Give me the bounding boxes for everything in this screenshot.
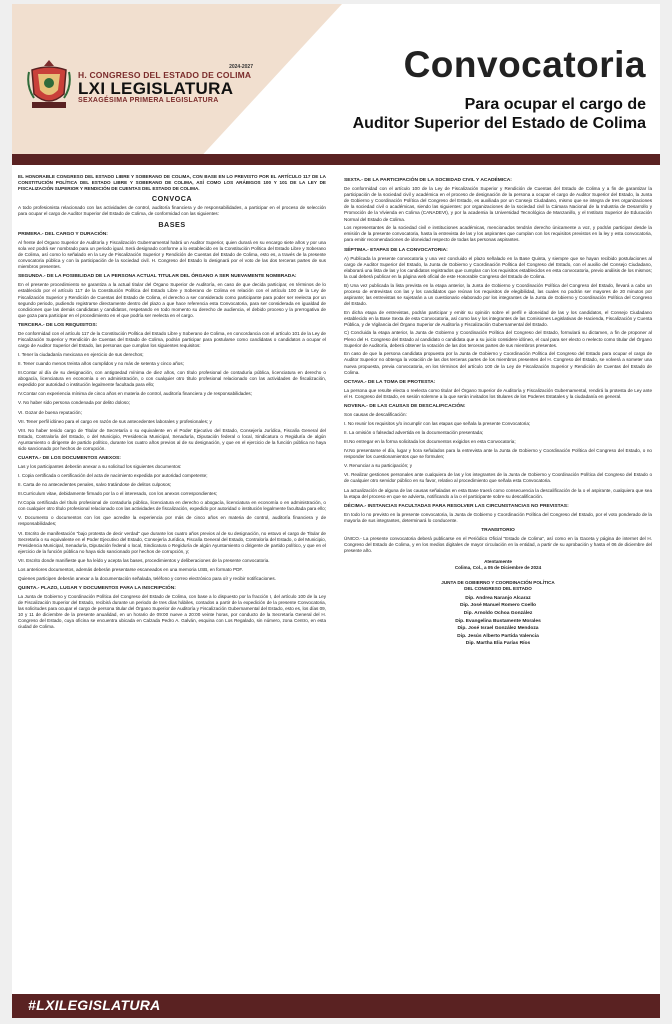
list-item: V. No haber sido persona condenada por delito doloso;: [18, 400, 130, 406]
sexta-heading: SEXTA.- DE LA PARTICIPACIÓN DE LA SOCIEDAD CIVIL Y ACADÉMICA:: [344, 178, 512, 183]
list-item: III.Curriculum vitae, debidamente firmado por la o el interesado, con los anexos correspondientes;: [18, 491, 218, 497]
list-item: III.No entregar en la forma solicitada los documentos exigidos en esta Convocatoria;: [344, 438, 516, 444]
list-item: VI. Realizar gestiones personales ante cualquiera de las y los integrantes de la Junta de Gobierno y Coordinación Política del Congreso del Estado o de cualquier otro servidor público en su favor, relativo al procedimiento que señala esta Convocatoria.: [344, 472, 652, 484]
page-subtitle: [353, 95, 646, 133]
octava-heading: OCTAVA.- DE LA TOMA DE PROTESTA:: [344, 379, 436, 385]
list-item: VII. Tener perfil idóneo para el cargo en razón de sus antecedentes laborales y profesionales; y: [18, 418, 212, 424]
decima-heading: DÉCIMA.- INSTANCIAS FACULTADAS PARA RESOLVER LAS CIRCUNSTANCIAS NO PREVISTAS:: [344, 503, 569, 509]
decima-text: En todo lo no previsto en la presente convocatoria, la Junta de Gobierno y Coordinación Política del Congreso del Estado, por el voto ponderado de la mayoría de sus integrantes, determinará lo conducente.: [344, 511, 652, 523]
intro-paragraph: EL HONORABLE CONGRESO DEL ESTADO LIBRE Y SOBERANO DE COLIMA, CON BASE EN LO PREVISTO POR EL ARTÍCULO 117 DE LA CONSTITUCIÓN POLÍTICA DEL ESTADO LIBRE Y SOBERANO DE COLIMA, ASÍ COMO LOS ARÁBIGOS 100 Y 101 DE LA LEY DE FISCALIZACIÓN SUPERIOR Y RENDICIÓN DE CUENTAS DEL ESTADO DE COLIMA.: [18, 174, 326, 192]
septima-a: A) Publicada la presente convocatoria y una vez concluido el plazo señalado en la Base Quinta, y siempre que se hayan recibido postulaciones al cargo de Auditor Superior del Estado, la Junta de Gobierno y Coordinación Política del Congreso del Estado, con el auxilio del Consejo Ciudadano, elaborará una lista de las y los candidatos registrados que cumplan con los requisitos establecidos en esta convocatoria, previo análisis de los mismos; la cual deberá publicar en la página web oficial de este Honorable Congreso del Estado de Colima.: [344, 255, 652, 279]
list-item: III.Contar al día de su designación, con antigüedad mínima de diez años, con título profesional de contaduría pública, licenciatura en derecho o abogacía, licenciatura en economía o en administración, o con cualquier otro título profesional relacionado con las actividades de fiscalización, expedido por autoridad o institución legalmente facultada para ello;: [18, 370, 326, 388]
list-item: VI. Escrito de manifestación "bajo protesta de decir verdad" que durante los cuatro años previos al de su designación, no estuvo el cargo de Titular de Secretaría o su equivalente en el Poder Ejecutivo del Estado, Consejería Jurídica, Fiscalía General del Estado, Contraloría del Estado, o del Municipio, Presidencia Municipal, Senaduría, Diputación federal o local, Sindicatura o Regiduría de algún Ayuntamiento o dirigente de partido político, y que en el ejercicio de la función pública no haya sido sancionado por hechos de corrupción, y;: [18, 530, 326, 554]
signatory: Dip. Arnoldo Ochoa González: [463, 610, 533, 616]
septima-b: B) Una vez publicada la lista prevista en la etapa anterior, la Junta de Gobierno y Coordinación Política del Congreso del Estado, llevará a cabo un proceso de entrevistas con las y los candidatos que reúnan los requisitos de elegibilidad, las cuales no podrán ser mayores de 20 minutos por aspirante; las entrevistas se sujetarán a un cuestionario elaborado por los integrantes de la Junta de Gobierno y Coordinación Política del Congreso del Estado.: [344, 282, 652, 306]
sexta-text-1: De conformidad con el artículo 100 de la Ley de Fiscalización Superior y Rendición de Cuentas del Estado de Colima y a fin de garantizar la participación de la sociedad civil y académica en el proceso de designación de la persona a ocupar el cargo de Auditor Superior del Estado, la Junta de Gobierno y Coordinación Política del Congreso del Estado, es auxiliada por un Consejo Ciudadano, mismo que se integra de tres organizaciones de la sociedad civil o académicas, siendo las siguientes: por organizaciones de la sociedad civil la Cámara Nacional de la Industria de Desarrollo y Promoción de la Vivienda en Colima (CANADEVI), y por la academia la Universidad Tecnológica de Manzanillo, y el Instituto Superior de Educación Normal del Estado de Colima.: [344, 186, 652, 222]
list-item: VII. Escrito donde manifieste que ha leído y acepta las bases, procedimientos y deliberaciones de la presente convocatoria.: [18, 557, 270, 563]
transitorio-text: ÚNICO.- La presente convocatoria deberá publicarse en el Periódico Oficial "Estado de Colima", así como en la Gaceta y página de internet del H. Congreso del Estado de Colima, y en los medios digitales de mayor circulación en la entidad, a partir de su aprobación y hasta el 06 de diciembre del presente año.: [344, 536, 652, 554]
convoca-text: A todo profesionista relacionado con las actividades de control, auditoría financiera y de responsabilidades, a participar en el proceso de selección para ocupar el cargo de Auditor Superior del Estado de Colima, de conformidad con las siguientes:: [18, 205, 326, 217]
tercera-text: De conformidad con el artículo 117 de la Constitución Política del Estado Libre y Soberano de Colima, en concordancia con el artículo 101 de la Ley de Fiscalización Superior y Rendición de Cuentas del Estado de Colima, podrán participar para postularse como candidatas o candidatos a ocupar el cargo de Auditor Superior del Estado, las personas que cumplan los siguientes requisitos:: [18, 330, 326, 349]
convoca-heading: CONVOCA: [151, 194, 193, 204]
list-item: I. Tener la ciudadanía mexicana en ejercicio de sus derechos;: [18, 351, 144, 357]
subtitle-line-1: Para ocupar el cargo de: [464, 96, 646, 113]
novena-text: Son causas de descalificación:: [344, 412, 407, 418]
list-item: I. No reunir los requisitos y/o incumplir con las etapas que señala la presente Convocatoria;: [344, 420, 531, 426]
cuarta-note-2: Quienes participen deberán anexar a la documentación señalada, teléfono y correo electrónico para oír y recibir notificaciones.: [18, 575, 276, 581]
signatory: Dip. Jesús Alberto Partida Valencia: [457, 633, 539, 639]
congress-name: H. CONGRESO DEL ESTADO DE COLIMA: [78, 70, 252, 80]
footer-bar: [12, 994, 660, 1018]
header-divider: [12, 154, 660, 165]
subtitle-line-2: Auditor Superior del Estado de Colima: [352, 115, 646, 132]
list-item: I. Copia certificada o certificación del acta de nacimiento expedida por autoridad competente;: [18, 472, 208, 478]
quinta-text: La Junta de Gobierno y Coordinación Política del Congreso del Estado de Colima, con base a lo dispuesto por la fracción I, del artículo 100 de la Ley de Fiscalización Superior del Estado, recibirá durante un periodo de tres días hábiles, contados a partir de la expedición de la presente Convocatoria, las solicitudes para ocupar el cargo de persona titular del Órgano Superior de Auditoría y Fiscalización Gubernamental del Estado, esto es, los días 09, 10 y 11 de diciembre de la presente anualidad, en un horario de 09:00 nueve a 20:00 veinte horas, por conducto de la Secretaría General del H. Congreso del Estado, cuya oficina se encuentra ubicada en Calzada Pedro A. Galván, esquina con Los Regalado, sin número, zona Centro, en esta ciudad de Colima.: [18, 593, 326, 630]
sexta-text-2: Los representantes de la sociedad civil e instituciones académicas, mencionados tendrán derecho únicamente a voz, y podrán participar desde la emisión de la presente convocatoria, hasta la entrevista de las y los aspirantes que cumplan con los requisitos previstos en la ley y esta convocatoria, para emitir recomendaciones de idoneidad respecto de todas las personas aspirantes.: [344, 225, 652, 243]
signatories-list: [344, 596, 652, 648]
signatory: Dip. Martha Elia Farías Ríos: [465, 641, 531, 647]
primera-heading: PRIMERA.- DEL CARGO Y DURACIÓN:: [18, 231, 108, 237]
legislature-name: LXI LEGISLATURA: [78, 79, 234, 98]
logo-text: [78, 64, 288, 104]
list-item: IV.Contar con experiencia mínima de cinco años en materia de control, auditoría financiera y de responsabilidades;: [18, 391, 252, 397]
legislature-term: 2024-2027: [229, 64, 253, 70]
poster: [12, 4, 660, 1018]
septima-b2: En dicha etapa de entrevistas, podrán participar y emitir su opinión sobre el perfil e idoneidad de las y los candidatos, el Consejo Ciudadano establecido en la Base Sexta de esta Convocatoria, así como las y los integrantes de las Comisiones Legislativas de Hacienda, Fiscalización y Cuenta Pública, y de Vigilancia del Órgano Superior de Auditoría y Fiscalización Gubernamental del Estado.: [344, 309, 652, 327]
cuarta-text: Las y los participantes deberán anexar a su solicitud los siguientes documentos:: [18, 464, 182, 470]
segunda-text: En el presente procedimiento se garantiza a la actual titular del Órgano Superior de Auditoría, en caso de que decida participar, en términos de lo establecido por el artículo 117 de la Constitución Política del Estado Libre y Soberano de Colima en relación con el artículo 100 de la Ley de Fiscalización Superior y Rendición de Cuentas del Estado de Colima, el derecho a ser considerado como participante para poder ser reelecta por un segundo periodo, pudiendo registrarse directamente dentro del plazo a que hace referencia esta Convocatoria, para ser considerada en igualdad de condiciones que las demás candidatas y candidatos, respetando en todo momento su derecho de audiencia, el debido proceso y la prerrogativa de que goza para participar en el procedimiento en el que podría ser reelecta en el cargo.: [18, 282, 326, 318]
junta-heading: [344, 580, 652, 592]
left-column: [18, 174, 326, 633]
tercera-heading: TERCERA.- DE LOS REQUISITOS:: [18, 322, 98, 328]
list-item: II. Tener cuando menos treinta años cumplidos y no más de setenta y cinco años;: [18, 360, 184, 366]
septima-c: C) Concluida la etapa anterior, la Junta de Gobierno y Coordinación Política del Congreso del Estado, formulará su dictamen, a fin de proponer al Pleno del H. Congreso del Estado al candidato o candidata que a su juicio considere idóneo, el cual para ser electo o reelecto como titular del Órgano Superior de Auditoría, deberá obtener la votación de las dos terceras partes de sus miembros presentes.: [344, 330, 652, 348]
right-column: [344, 174, 652, 649]
junta-line-2: DEL CONGRESO DEL ESTADO: [464, 585, 532, 591]
place-date: Colima, Col., a 05 de Diciembre de 2024: [454, 565, 542, 571]
quinta-heading: QUINTA.- PLAZO, LUGAR Y DOCUMENTOS PARA LA INSCRIPCIÓN:: [18, 585, 176, 591]
state-seal-icon: [26, 58, 72, 110]
list-item: IV.No presentarse el día, lugar y hora señalados para la entrevista ante la Junta de Gobierno y Coordinación Política del Congreso del Estado, o no responder los cuestionamientos que se formulen;: [344, 448, 652, 460]
novena-heading: NOVENA.- DE LAS CAUSAS DE DESCALIFICACIÓN:: [344, 403, 466, 409]
septima-c2: En caso de que la persona candidata propuesta por la Junta de Gobierno y Coordinación Política del Congreso del Estado para ocupar el cargo de Auditor Superior no obtenga la votación de las dos terceras partes de los miembros presentes del H. Congreso del Estado, se volverá a someter una nueva propuesta, previa convocatoria, en los términos del artículo 100 de la Ley de Fiscalización Superior y Rendición de Cuentas del Estado de Colima.: [344, 351, 652, 375]
list-item: II. La omisión o falsedad advertida en la documentación presentada;: [344, 429, 484, 435]
cuarta-note-1: Los anteriores documentos, además deberán presentarse escaneados en una memoria USB, en formato PDF.: [18, 566, 243, 572]
novena-note: La actualización de alguna de las causas señaladas en esta Base traerá como consecuencia la descalificación de la o el aspirante, cualquiera que sea la etapa del proceso en que se advierta, notificando a la o el participante sobre su descalificación.: [344, 487, 652, 499]
list-item: VI. Gozar de buena reputación;: [18, 409, 82, 415]
primera-text: Al frente del Órgano Superior de Auditoría y Fiscalización Gubernamental habrá un Auditor Superior, quien durará en su encargo siete años y por una sola vez podrá ser nombrado para un periodo igual. Será designado conforme a lo establecido en la Constitución Política del Estado Libre y Soberano de Colima, así como lo señalado en la Ley de Fiscalización Superior y Rendición de Cuentas del Estado de Colima, esto es, a través de la presente convocatoria pública y con la participación de la sociedad civil. H. Congreso del Estado lo designará por el voto de las dos terceras partes de sus miembros presentes.: [18, 239, 326, 270]
page-title: Convocatoria: [403, 44, 646, 85]
signatory: Dip. José Manuel Romero Coello: [459, 603, 537, 609]
list-item: VIII. No haber tenido cargo de Titular de Secretaría o su equivalente en el Poder Ejecutivo del Estado, Consejería Jurídica, Fiscalía General del Estado, Contraloría del Estado, o del Municipio, Presidencia Municipal, Senaduría, Diputación federal o local, Sindicatura o Regiduría de algún Ayuntamiento o dirigente de partido político, durante los cuatro años previos al de su designación, y que en el ejercicio de la función pública no haya sido sancionado por hechos de corrupción.: [18, 427, 326, 451]
list-item: II. Carta de no antecedentes penales, salvo tratándose de delitos culposos;: [18, 481, 172, 487]
signatory: Dip. José Israel González Mendoza: [457, 626, 539, 632]
segunda-heading: SEGUNDA.- DE LA POSIBILIDAD DE LA PERSONA ACTUAL TITULAR DEL ÓRGANO A SER NUEVAMENTE NOMBRADA:: [18, 274, 297, 280]
octava-text: La persona que resulte electa o reelecta como titular del Órgano Superior de Auditoría y Fiscalización Gubernamental, rendirá la protesta de Ley ante el H. Congreso del Estado, en sesión solemne a la que serán invitados los titulares de los Poderes Estatales y la ciudadanía en general.: [344, 387, 652, 399]
legislature-subtitle: SEXAGÉSIMA PRIMERA LEGISLATURA: [78, 97, 219, 104]
requirements-list: [18, 352, 326, 452]
disqualification-list: [344, 421, 652, 485]
atentamente: Atentamente: [484, 559, 512, 565]
congress-logo: [26, 58, 286, 122]
list-item: V. Renunciar a su participación; y: [344, 463, 413, 469]
signatory: Dip. Andrea Naranjo Alcaraz: [465, 595, 531, 601]
septima-heading: SÉPTIMA.- ETAPAS DE LA CONVOCATORIA:: [344, 247, 448, 253]
list-item: IV.Copia certificada del título profesional de contaduría pública, licenciatura en derecho o abogacía, licenciatura en economía o en administración, o con cualquier otro título profesional relacionado con las actividades de fiscalización, expedido por autoridad o institución legalmente facultada para ello;: [18, 500, 326, 512]
cuarta-heading: CUARTA.- DE LOS DOCUMENTOS ANEXOS:: [18, 456, 121, 462]
list-item: V. Documento o documentos con los que acredite la experiencia por más de cinco años en materia de control, auditoría financiera y de responsabilidades;: [18, 515, 326, 527]
junta-line-1: JUNTA DE GOBIERNO Y COORDINACIÓN POLÍTICA: [441, 579, 555, 585]
signatory: Dip. Evangelina Bustamente Morales: [455, 618, 541, 624]
transitorio-heading: TRANSITORIO: [481, 527, 515, 533]
header: [12, 4, 660, 154]
documents-list: [18, 473, 326, 564]
hashtag: #LXILEGISLATURA: [28, 997, 161, 1013]
bases-heading: BASES: [158, 219, 186, 229]
